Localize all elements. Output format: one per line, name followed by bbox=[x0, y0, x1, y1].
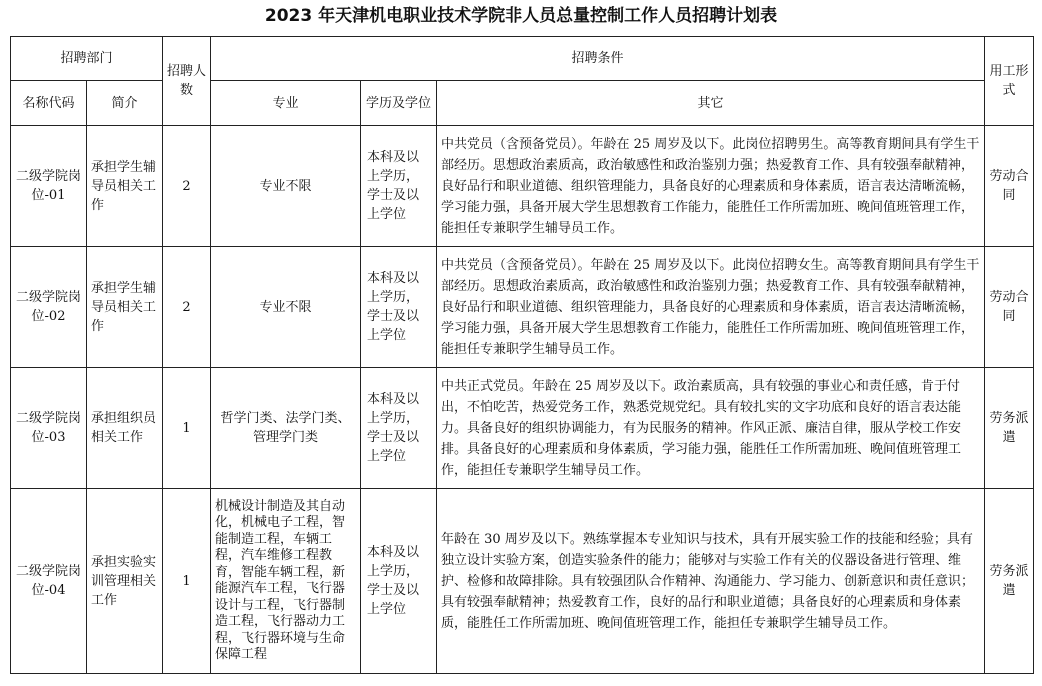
cell-intro: 承担学生辅导员相关工作 bbox=[87, 126, 163, 247]
cell-employment: 劳动合同 bbox=[985, 247, 1034, 368]
cell-code: 二级学院岗位-03 bbox=[11, 368, 87, 489]
cell-major: 机械设计制造及其自动化，机械电子工程，智能制造工程，车辆工程，汽车维修工程教育，智能车辆工程，新能源汽车工程，飞行器设计与工程，飞行器制造工程，飞行器动力工程，飞行器环境与生命保障工程 bbox=[211, 489, 361, 674]
cell-major: 专业不限 bbox=[211, 247, 361, 368]
header-major: 专业 bbox=[211, 81, 361, 126]
header-dept: 招聘部门 bbox=[11, 37, 163, 81]
cell-education: 本科及以上学历，学士及以上学位 bbox=[361, 368, 437, 489]
cell-count: 2 bbox=[163, 126, 211, 247]
header-count: 招聘人数 bbox=[163, 37, 211, 126]
header-intro: 简介 bbox=[87, 81, 163, 126]
page-title: 2023 年天津机电职业技术学院非人员总量控制工作人员招聘计划表 bbox=[264, 6, 778, 26]
cell-employment: 劳务派遣 bbox=[985, 368, 1034, 489]
cell-intro: 承担组织员相关工作 bbox=[87, 368, 163, 489]
cell-other: 中共党员（含预备党员）。年龄在 25 周岁及以下。此岗位招聘女生。高等教育期间具有学生干部经历。思想政治素质高，政治敏感性和政治鉴别力强；热爱教育工作、具有较强奉献精神，良好品行和职业道德、组织管理能力，具备良好的心理素质和身体素质，语言表达清晰流畅，学习能力强，具备开展大学生思想教育工作能力，能胜任工作所需加班、晚间值班管理工作，能担任专兼职学生辅导员工作。 bbox=[437, 247, 985, 368]
cell-code: 二级学院岗位-02 bbox=[11, 247, 87, 368]
header-code: 名称代码 bbox=[11, 81, 87, 126]
cell-count: 1 bbox=[163, 368, 211, 489]
cell-education: 本科及以上学历，学士及以上学位 bbox=[361, 247, 437, 368]
cell-intro: 承担实验实训管理相关工作 bbox=[87, 489, 163, 674]
cell-intro: 承担学生辅导员相关工作 bbox=[87, 247, 163, 368]
cell-major: 哲学门类、法学门类、管理学门类 bbox=[211, 368, 361, 489]
cell-employment: 劳务派遣 bbox=[985, 489, 1034, 674]
cell-employment: 劳动合同 bbox=[985, 126, 1034, 247]
header-other: 其它 bbox=[437, 81, 985, 126]
cell-count: 1 bbox=[163, 489, 211, 674]
recruitment-table bbox=[10, 36, 1034, 674]
table-row bbox=[11, 368, 1034, 489]
cell-count: 2 bbox=[163, 247, 211, 368]
table-row bbox=[11, 247, 1034, 368]
cell-code: 二级学院岗位-04 bbox=[11, 489, 87, 674]
table-row bbox=[11, 126, 1034, 247]
cell-other: 年龄在 30 周岁及以下。熟练掌握本专业知识与技术，具有开展实验工作的技能和经验；具有独立设计实验方案，创造实验条件的能力；能够对与实验工作有关的仪器设备进行管理、维护、检修和故障排除。具有较强团队合作精神、沟通能力、学习能力、创新意识和责任意识；具有较强奉献精神；热爱教育工作，良好的品行和职业道德；具备良好的心理素质和身体素质，能胜任工作所需加班、晚间值班管理工作，能担任专兼职学生辅导员工作。 bbox=[437, 489, 985, 674]
cell-other: 中共党员（含预备党员）。年龄在 25 周岁及以下。此岗位招聘男生。高等教育期间具有学生干部经历。思想政治素质高，政治敏感性和政治鉴别力强；热爱教育工作、具有较强奉献精神，良好品行和职业道德、组织管理能力，具备良好的心理素质和身体素质，语言表达清晰流畅，学习能力强，具备开展大学生思想教育工作能力，能胜任工作所需加班、晚间值班管理工作，能担任专兼职学生辅导员工作。 bbox=[437, 126, 985, 247]
header-conditions: 招聘条件 bbox=[211, 37, 985, 81]
cell-education: 本科及以上学历，学士及以上学位 bbox=[361, 489, 437, 674]
header-education: 学历及学位 bbox=[361, 81, 437, 126]
header-row-1 bbox=[11, 37, 1034, 81]
cell-major: 专业不限 bbox=[211, 126, 361, 247]
cell-code: 二级学院岗位-01 bbox=[11, 126, 87, 247]
cell-other: 中共正式党员。年龄在 25 周岁及以下。政治素质高，具有较强的事业心和责任感，肯于付出，不怕吃苦，热爱党务工作，熟悉党规党纪。具有较扎实的文字功底和良好的语言表达能力。具备良好的组织协调能力，有为民服务的精神。作风正派、廉洁自律，服从学校工作安排。具备良好的心理素质和身体素质，学习能力强，能胜任工作所需加班、晚间值班管理工作，能担任专兼职学生辅导员工作。 bbox=[437, 368, 985, 489]
table-row bbox=[11, 489, 1034, 674]
cell-education: 本科及以上学历，学士及以上学位 bbox=[361, 126, 437, 247]
header-employment: 用工形式 bbox=[985, 37, 1034, 126]
